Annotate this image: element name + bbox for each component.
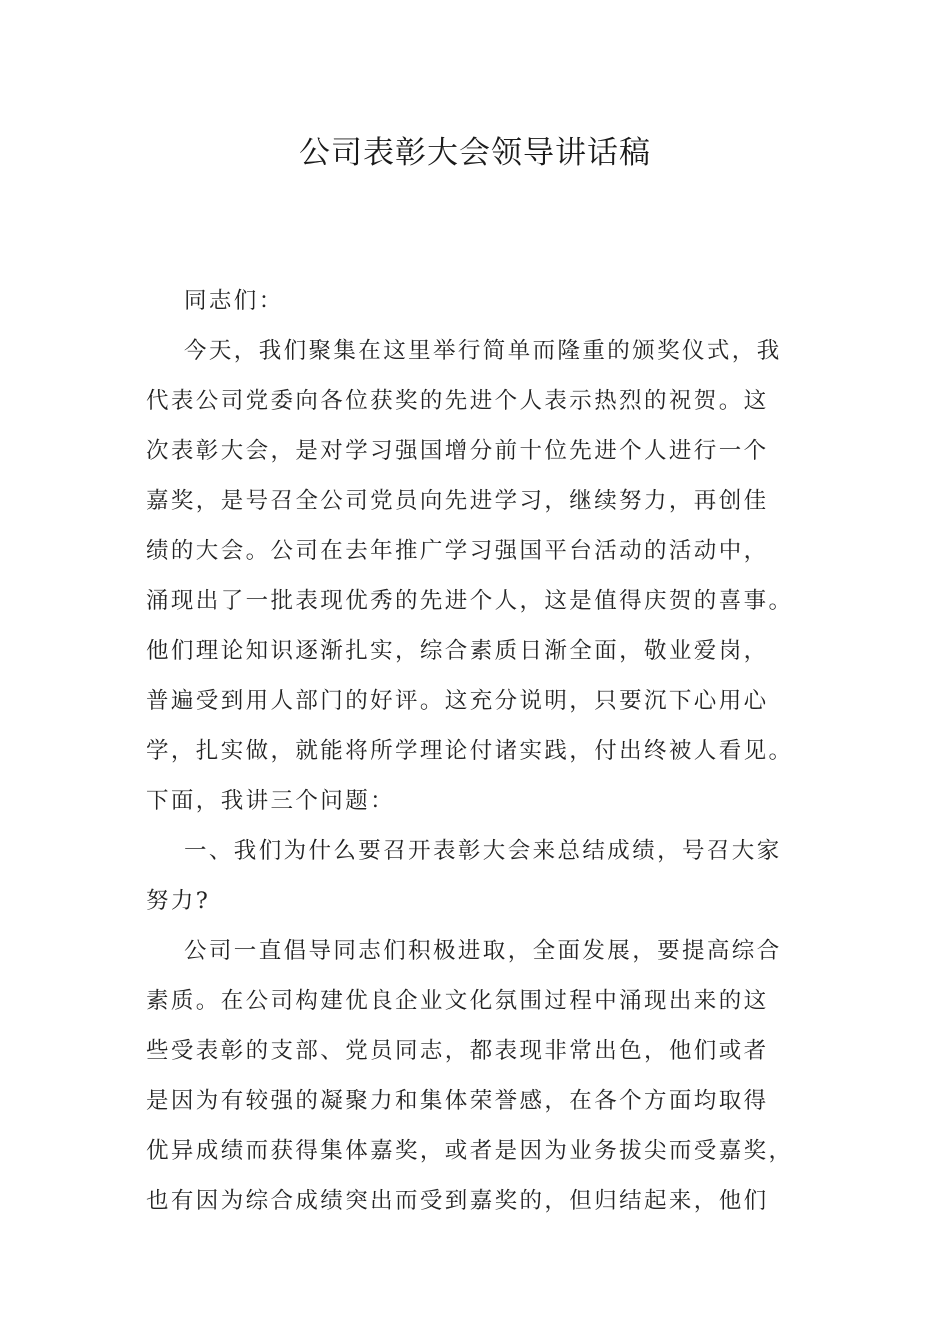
text-line-3: 代表公司党委向各位获奖的先进个人表示热烈的祝贺。这: [146, 388, 769, 414]
text-line-6: 绩的大会。公司在去年推广学习强国平台活动的活动中，: [146, 538, 769, 564]
text-line-17: 是因为有较强的凝聚力和集体荣誉感，在各个方面均取得: [146, 1088, 769, 1114]
text-line-13: 努力?: [146, 888, 211, 914]
text-line-2: 今天，我们聚集在这里举行简单而隆重的颁奖仪式，我: [184, 338, 782, 364]
text-line-19: 也有因为综合成绩突出而受到嘉奖的，但归结起来，他们: [146, 1188, 769, 1214]
text-line-11: 下面，我讲三个问题：: [146, 788, 396, 814]
text-line-7: 涌现出了一批表现优秀的先进个人，这是值得庆贺的喜事。: [146, 588, 794, 614]
text-line-14: 公司一直倡导同志们积极进取，全面发展，要提高综合: [184, 938, 782, 964]
text-line-18: 优异成绩而获得集体嘉奖，或者是因为业务拔尖而受嘉奖，: [146, 1138, 794, 1164]
document-body: [146, 276, 806, 1226]
text-line-15: 素质。在公司构建优良企业文化氛围过程中涌现出来的这: [146, 988, 769, 1014]
text-line-4: 次表彰大会，是对学习强国增分前十位先进个人进行一个: [146, 438, 769, 464]
text-line-16: 些受表彰的支部、党员同志，都表现非常出色，他们或者: [146, 1038, 769, 1064]
text-line-9: 普遍受到用人部门的好评。这充分说明，只要沉下心用心: [146, 688, 769, 714]
text-line-1: 同志们：: [184, 288, 284, 314]
text-line-5: 嘉奖，是号召全公司党员向先进学习，继续努力，再创佳: [146, 488, 769, 514]
text-line-8: 他们理论知识逐渐扎实，综合素质日渐全面，敬业爱岗，: [146, 638, 769, 664]
document-title: 公司表彰大会领导讲话稿: [299, 135, 651, 171]
text-line-10: 学，扎实做，就能将所学理论付诸实践，付出终被人看见。: [146, 738, 794, 764]
text-line-12: 一、我们为什么要召开表彰大会来总结成绩，号召大家: [184, 838, 782, 864]
